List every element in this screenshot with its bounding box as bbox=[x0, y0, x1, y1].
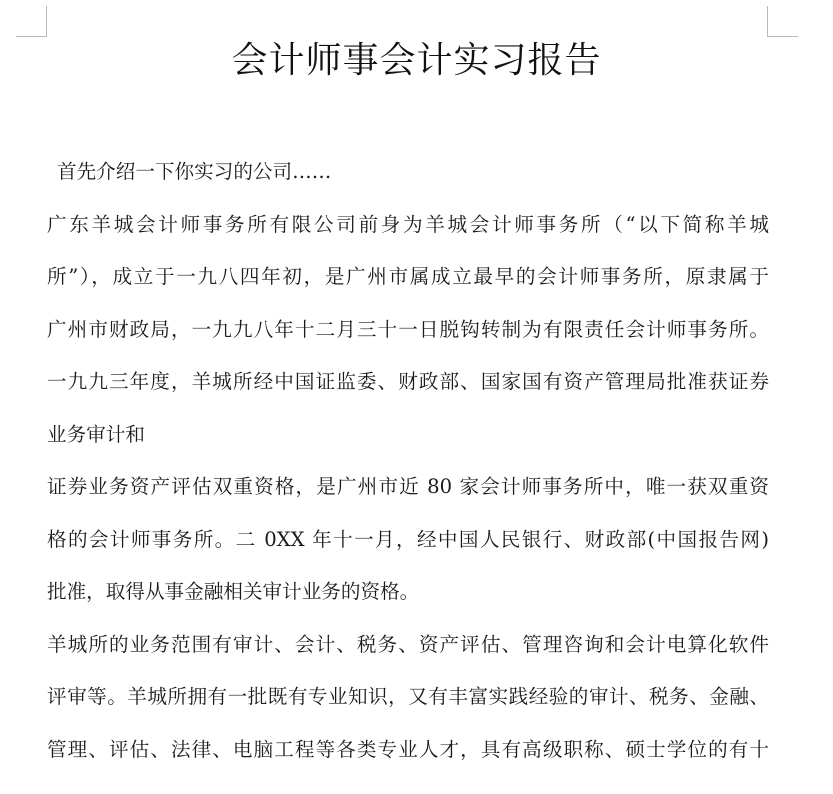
page-corner-mark-top-right bbox=[767, 6, 798, 37]
paragraph-line: 格的会计师事务所。二 0XX 年十一月，经中国人民银行、财政部(中国报告网) bbox=[47, 527, 769, 551]
paragraph-line: 羊城所的业务范围有审计、会计、税务、资产评估、管理咨询和会计电算化软件 bbox=[47, 632, 769, 656]
paragraph-line: 广州市财政局，一九九八年十二月三十一日脱钩转制为有限责任会计师事务所。 bbox=[47, 317, 769, 341]
document-body bbox=[47, 146, 769, 776]
document-title: 会计师事会计实习报告 bbox=[231, 40, 602, 81]
paragraph-line: 管理、评估、法律、电脑工程等各类专业人才，具有高级职称、硕士学位的有十 bbox=[47, 737, 769, 761]
paragraph-line: 批准，取得从事金融相关审计业务的资格。 bbox=[47, 580, 420, 603]
paragraph-line: 一九九三年度，羊城所经中国证监委、财政部、国家国有资产管理局批准获证券 bbox=[47, 370, 769, 393]
paragraph-line: 广东羊城会计师事务所有限公司前身为羊城会计师事务所（“以下简称羊城 bbox=[47, 212, 769, 236]
intro-line: 首先介绍一下你实习的公司…… bbox=[57, 160, 332, 183]
page-corner-mark-top-left bbox=[16, 6, 47, 37]
paragraph-line: 所”），成立于一九八四年初，是广州市属成立最早的会计师事务所，原隶属于 bbox=[47, 265, 769, 288]
paragraph-line: 证券业务资产评估双重资格，是广州市近 80 家会计师事务所中，唯一获双重资 bbox=[47, 475, 769, 498]
paragraph-line: 评审等。羊城所拥有一批既有专业知识，又有丰富实践经验的审计、税务、金融、 bbox=[47, 685, 769, 708]
paragraph-line: 业务审计和 bbox=[47, 422, 145, 446]
